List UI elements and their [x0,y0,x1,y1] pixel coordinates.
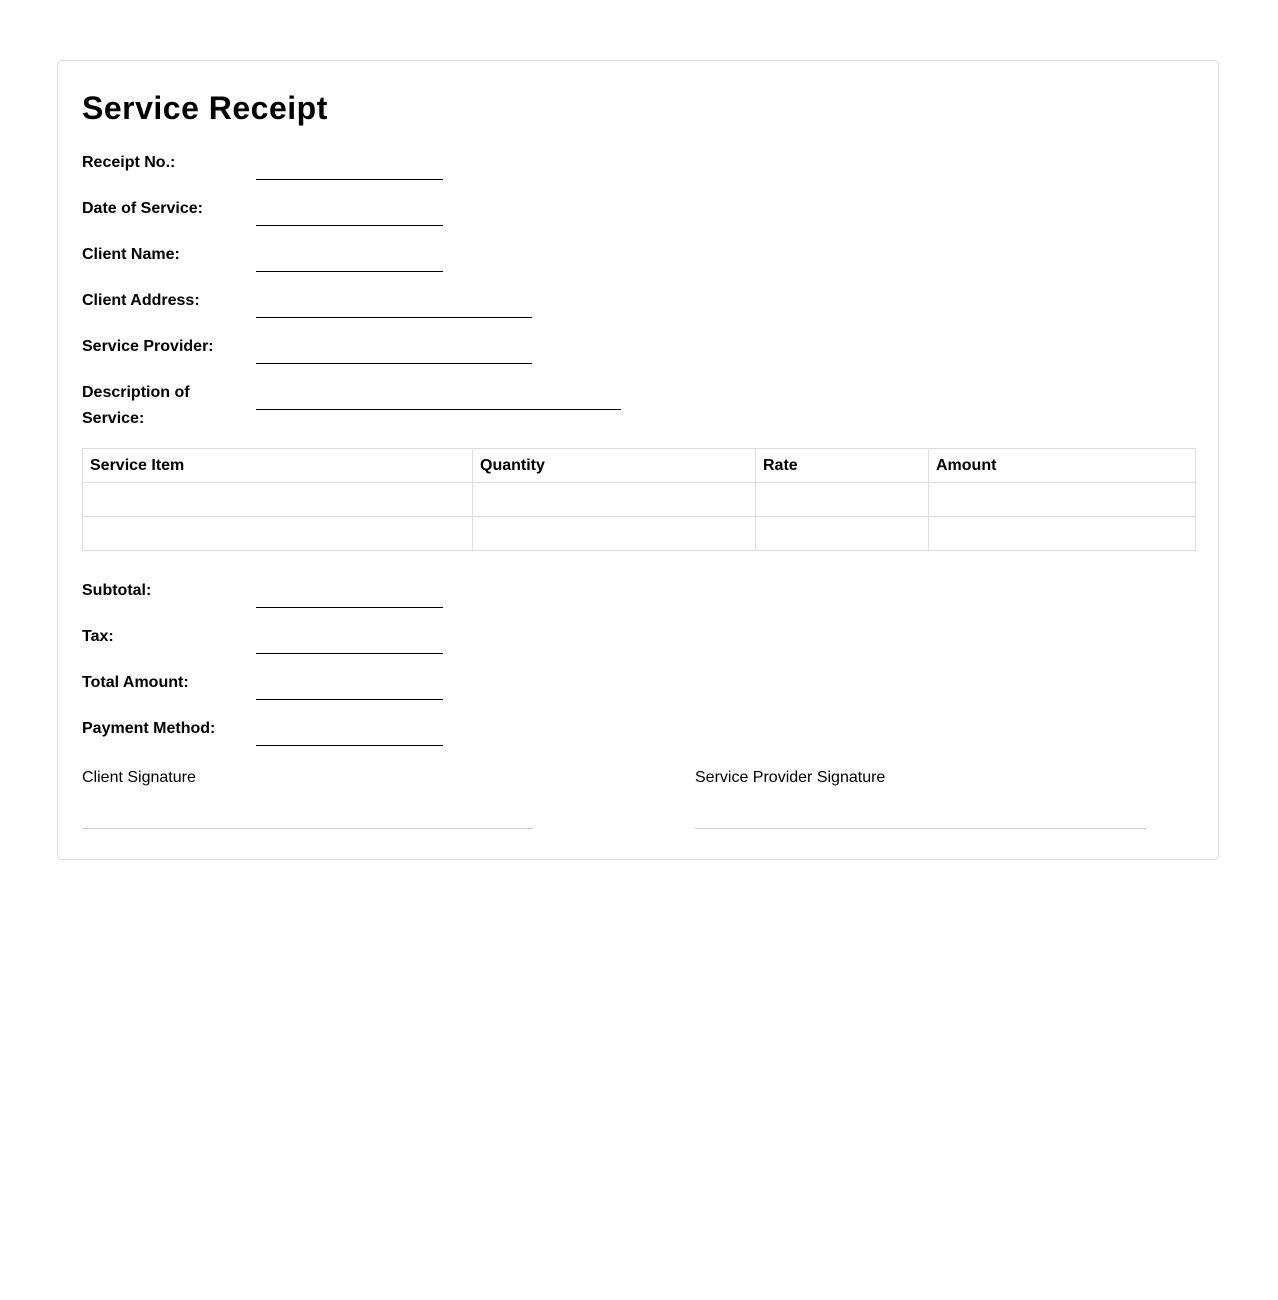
table-row [83,483,1196,517]
field-client-name [82,242,682,282]
page-title: Service Receipt [82,90,328,126]
field-label: Payment Method: [82,720,216,737]
field-label: Description of Service: [82,384,190,427]
client-name-input[interactable] [256,255,443,272]
field-label: Receipt No.: [82,154,176,171]
cell-rate[interactable] [756,517,929,551]
service-provider-input[interactable] [256,347,532,364]
total-amount-input[interactable] [256,683,443,700]
field-label: Client Name: [82,246,180,263]
provider-signature-line[interactable] [695,828,1146,829]
field-label: Date of Service: [82,200,203,217]
header-amount: Amount [929,449,1196,483]
field-total-amount [82,670,682,710]
header-service-item: Service Item [83,449,473,483]
field-client-address [82,288,682,328]
cell-rate[interactable] [756,483,929,517]
field-description [82,380,682,427]
field-date-of-service [82,196,682,236]
cell-amount[interactable] [929,517,1196,551]
field-label: Total Amount: [82,674,189,691]
field-label: Subtotal: [82,582,152,599]
cell-service-item[interactable] [83,483,473,517]
header-rate: Rate [756,449,929,483]
field-label: Service Provider: [82,338,214,355]
field-tax [82,624,682,664]
cell-quantity[interactable] [473,483,756,517]
client-signature-block [82,768,533,788]
client-signature-line[interactable] [82,828,533,829]
cell-service-item[interactable] [83,517,473,551]
tax-input[interactable] [256,637,443,654]
cell-quantity[interactable] [473,517,756,551]
field-subtotal [82,578,682,618]
field-receipt-no [82,150,682,190]
date-of-service-input[interactable] [256,209,443,226]
payment-method-input[interactable] [256,729,443,746]
description-input[interactable] [256,393,621,410]
field-label: Tax: [82,628,114,645]
field-payment-method [82,716,682,756]
table-header-row [83,449,1196,483]
field-label: Client Address: [82,292,200,309]
receipt-no-input[interactable] [256,163,443,180]
cell-amount[interactable] [929,483,1196,517]
table-row [83,517,1196,551]
provider-signature-block [695,768,1146,788]
subtotal-input[interactable] [256,591,443,608]
field-service-provider [82,334,682,374]
provider-signature-label: Service Provider Signature [695,769,886,786]
client-signature-label: Client Signature [82,769,196,786]
service-items-table [82,448,1196,551]
client-address-input[interactable] [256,301,532,318]
header-quantity: Quantity [473,449,756,483]
